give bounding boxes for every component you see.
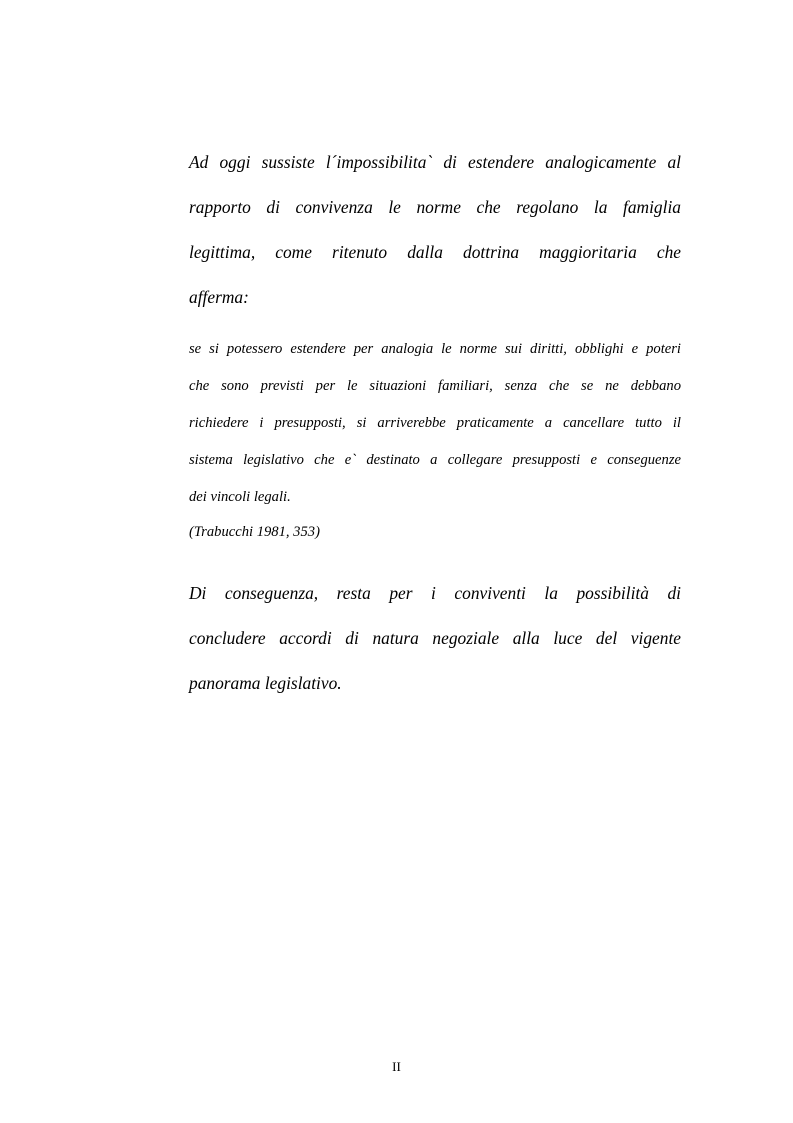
paragraph-line: Di conseguenza, resta per i conviventi la possibilità di: [189, 583, 681, 603]
block-quote: [189, 340, 681, 525]
paragraph-line: rapporto di convivenza le norme che regolano la famiglia: [189, 197, 681, 217]
paragraph-line: afferma:: [189, 287, 249, 307]
paragraph-intro: [189, 151, 681, 331]
quote-line: se si potessero estendere per analogia le norme sui diritti, obblighi e poteri: [189, 341, 681, 357]
quote-line: sistema legislativo che e` destinato a collegare presupposti e conseguenze: [189, 452, 681, 468]
quote-line: dei vincoli legali.: [189, 489, 291, 505]
page-number: II: [392, 1059, 401, 1074]
paragraph-conclusion: [189, 582, 681, 717]
paragraph-line: Ad oggi sussiste l´impossibilita` di estendere analogicamente al: [189, 152, 681, 172]
paragraph-line: panorama legislativo.: [189, 673, 342, 693]
paragraph-line: concludere accordi di natura negoziale alla luce del vigente: [189, 628, 681, 648]
quote-line: che sono previsti per le situazioni familiari, senza che se ne debbano: [189, 378, 681, 394]
quote-line: richiedere i presupposti, si arriverebbe praticamente a cancellare tutto il: [189, 415, 681, 431]
quote-citation: (Trabucchi 1981, 353): [189, 524, 320, 540]
paragraph-line: legittima, come ritenuto dalla dottrina maggioritaria che: [189, 242, 681, 262]
